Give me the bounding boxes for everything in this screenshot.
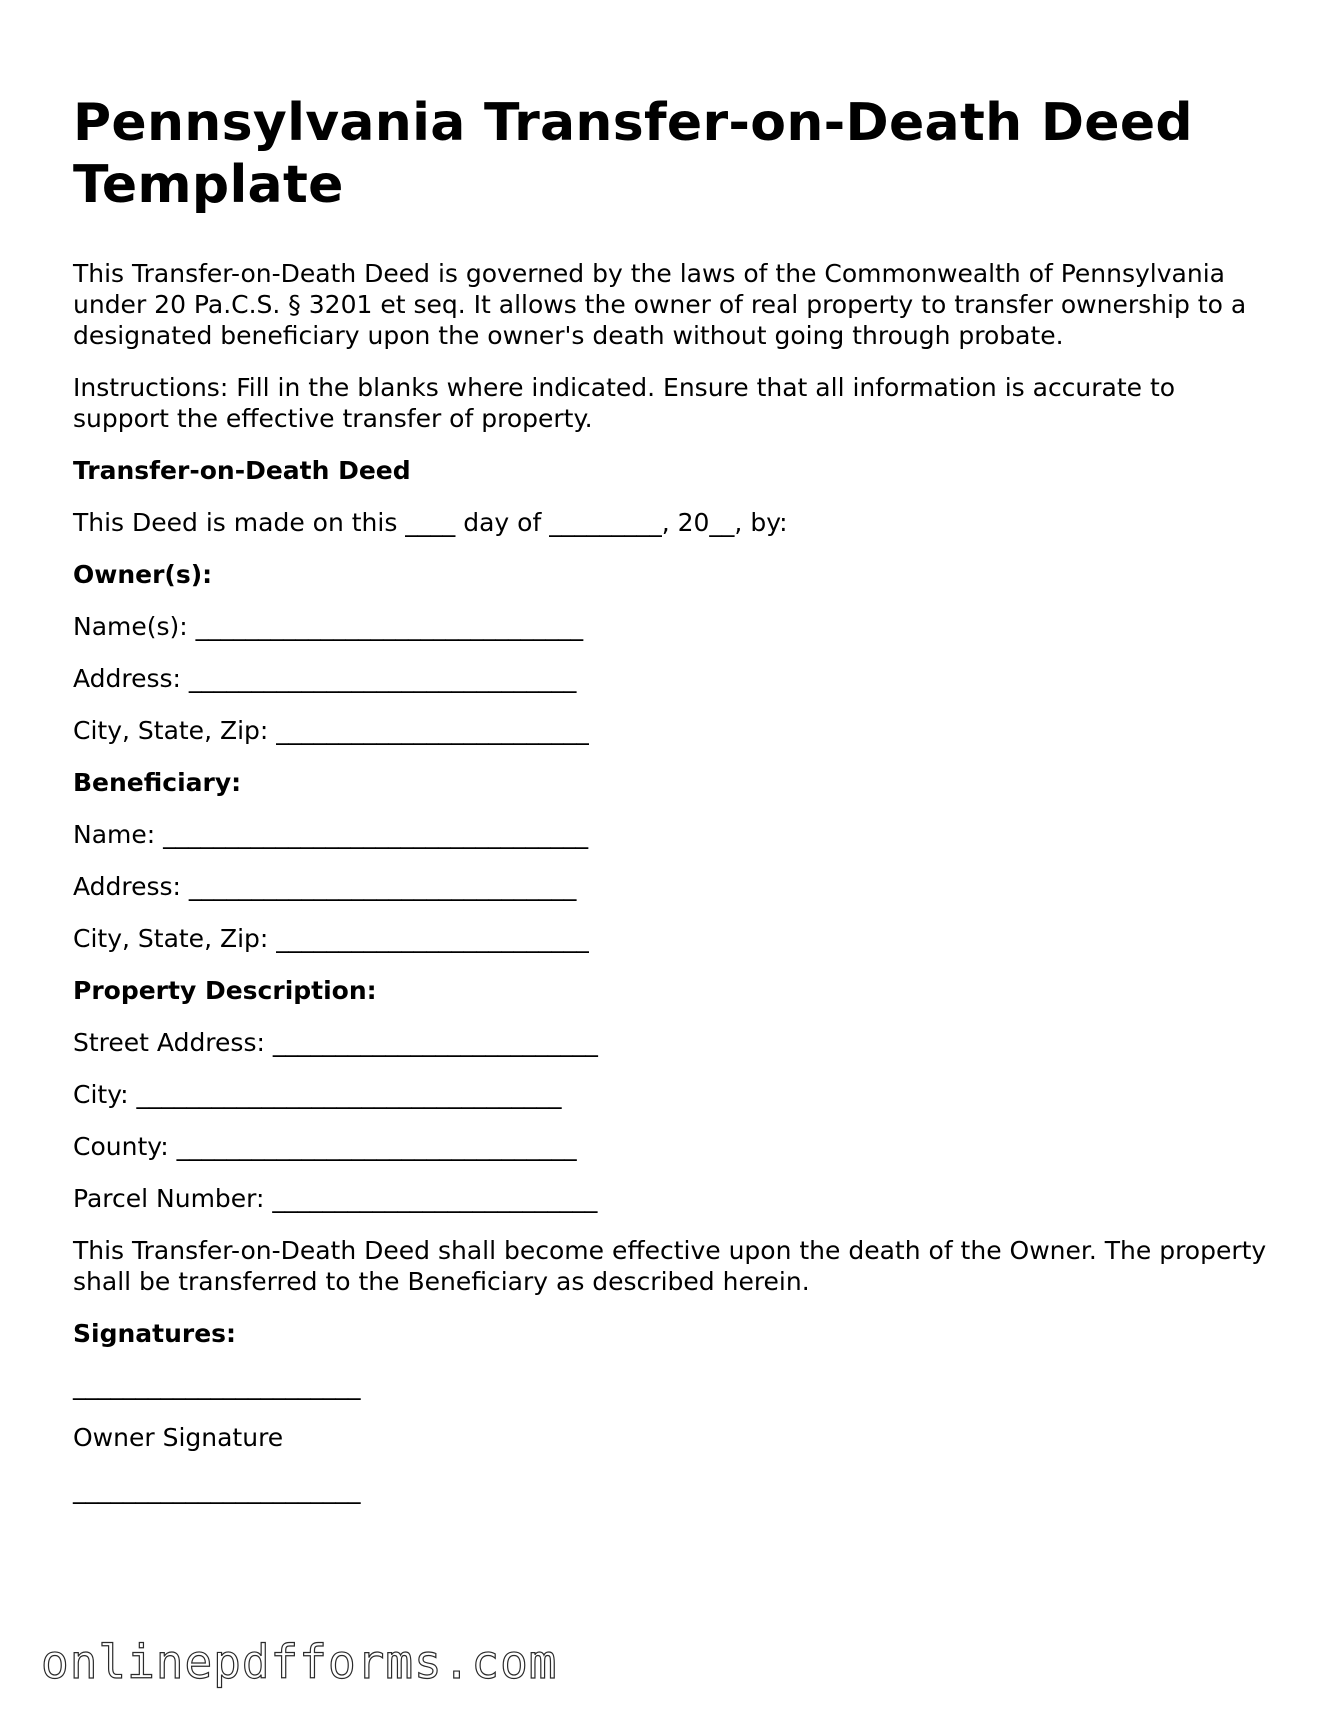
beneficiary-address-field: Address: _______________________________ xyxy=(73,872,577,901)
beneficiary-name-field: Name: __________________________________ xyxy=(73,820,589,849)
second-signature-line: _______________________ xyxy=(73,1475,361,1504)
property-county-field: County: ________________________________ xyxy=(73,1132,577,1161)
deed-heading: Transfer-on-Death Deed xyxy=(73,456,411,485)
deed-date-line: This Deed is made on this ____ day of _________, 20__, by: xyxy=(73,508,788,537)
owner-names-field: Name(s): _______________________________ xyxy=(73,612,584,641)
watermark-text: onlinepdfforms.com xyxy=(41,1635,558,1689)
intro-paragraph: This Transfer-on-Death Deed is governed by the laws of the Commonwealth of Pennsylvania under 20 Pa.C.S. § 3201 et seq. It allows the owner of real property to transfer ownership to a designated beneficiary upon the owner's death without going through probate. xyxy=(73,259,1247,350)
property-city-field: City: __________________________________ xyxy=(73,1080,562,1109)
effective-paragraph: This Transfer-on-Death Deed shall become effective upon the death of the Owner. The property shall be transferred to the Beneficiary as described herein. xyxy=(73,1236,1267,1296)
instructions-paragraph: Instructions: Fill in the blanks where indicated. Ensure that all information is accurate to support the effective transfer of property. xyxy=(73,373,1176,433)
owner-city-state-zip-field: City, State, Zip: _________________________ xyxy=(73,716,589,745)
owner-signature-line: _______________________ xyxy=(73,1371,361,1400)
document-title: Pennsylvania Transfer-on-Death Deed Template xyxy=(73,93,1193,215)
owner-address-field: Address: _______________________________ xyxy=(73,664,577,693)
property-heading: Property Description: xyxy=(73,976,377,1005)
signatures-heading: Signatures: xyxy=(73,1319,237,1348)
beneficiary-city-state-zip-field: City, State, Zip: _________________________ xyxy=(73,924,589,953)
property-parcel-field: Parcel Number: __________________________ xyxy=(73,1184,598,1213)
beneficiary-heading: Beneficiary: xyxy=(73,768,242,797)
document-page xyxy=(73,92,1273,1505)
property-street-field: Street Address: __________________________ xyxy=(73,1028,598,1057)
owner-signature-label: Owner Signature xyxy=(73,1423,284,1452)
owners-heading: Owner(s): xyxy=(73,560,213,589)
